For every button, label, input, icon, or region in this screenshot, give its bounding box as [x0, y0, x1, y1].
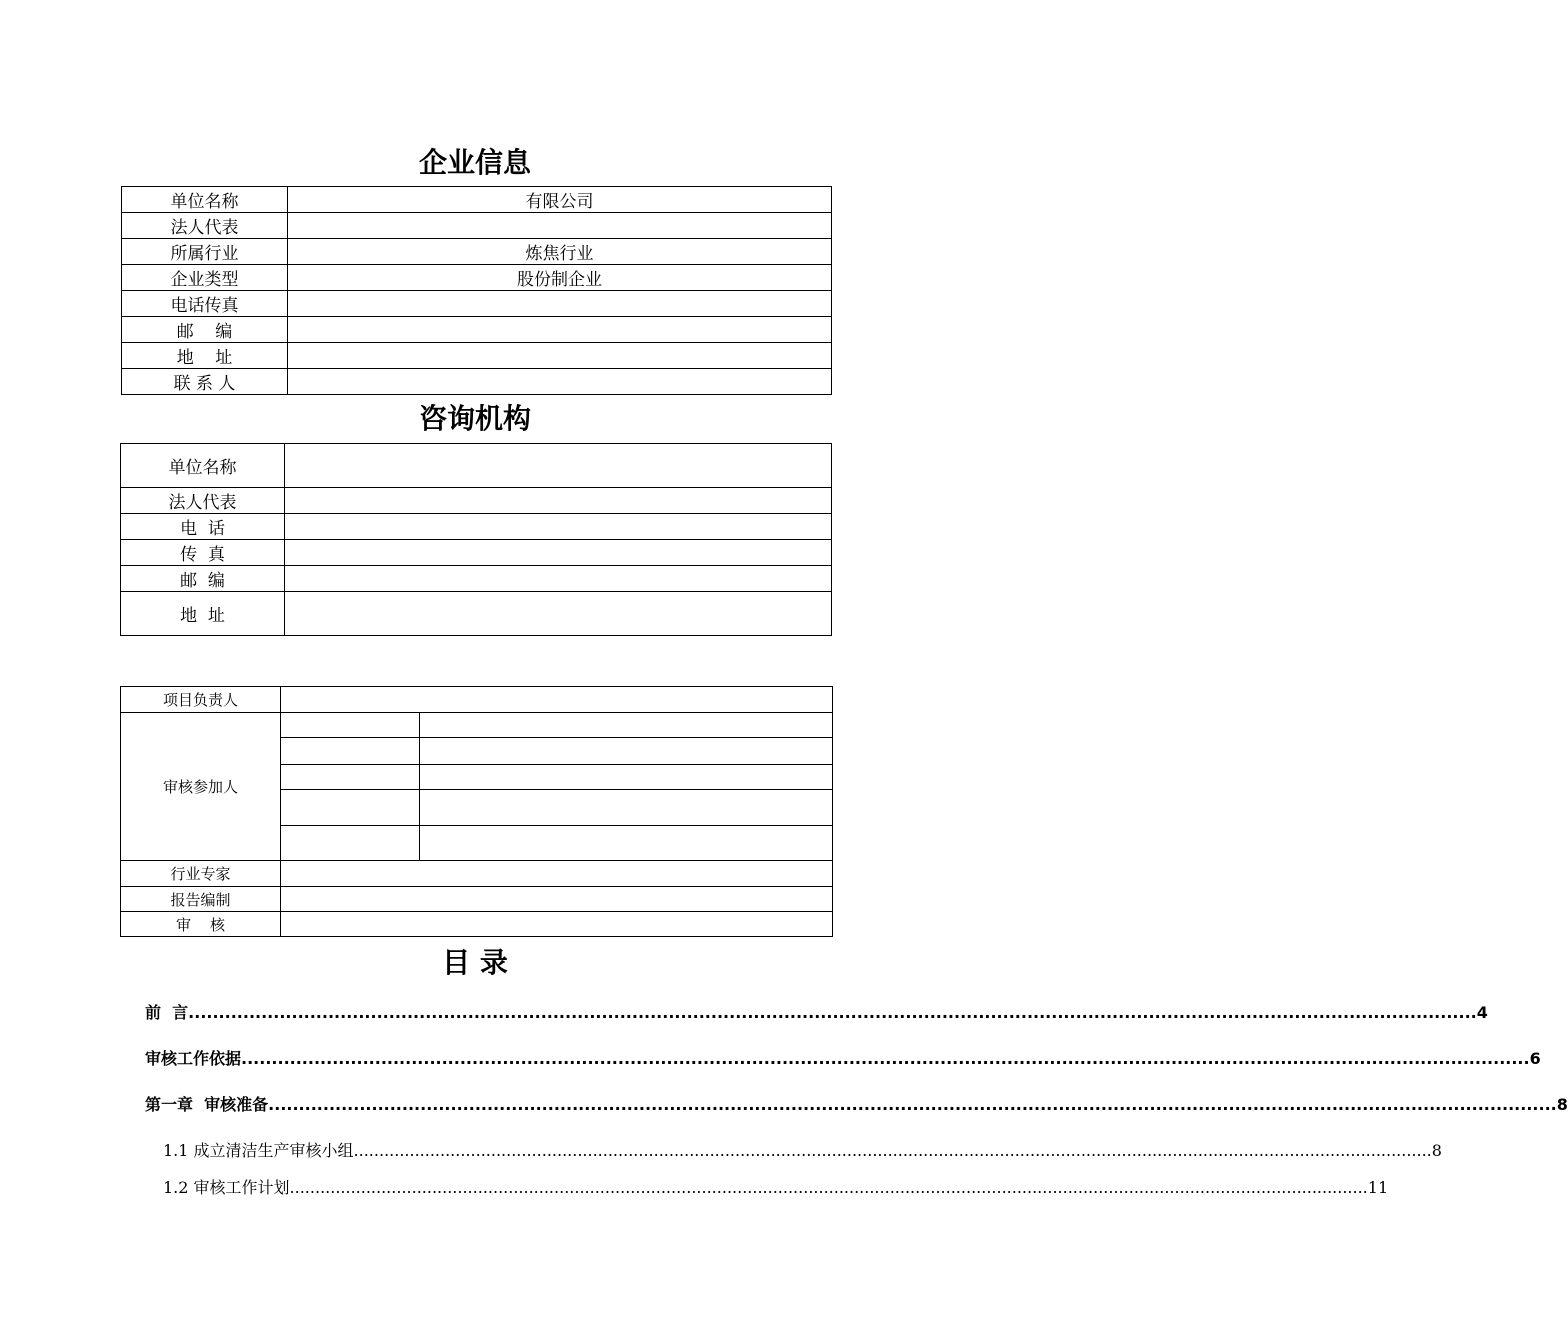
toc-leader-dots: ....................................................................................................................................................................................................................	[241, 1049, 1530, 1068]
legal-rep-value	[288, 213, 832, 239]
consult-name-value	[285, 444, 832, 488]
toc-page-number: 8	[1431, 1141, 1442, 1160]
consult-legal-rep-label: 法人代表	[121, 488, 285, 514]
participant-name-cell	[281, 765, 420, 790]
consult-postcode-value	[285, 566, 832, 592]
table-row	[121, 488, 832, 514]
reviewer-label: 审 核	[121, 912, 281, 937]
participant-role-cell	[420, 738, 833, 765]
table-row	[122, 317, 832, 343]
toc-entry-text: 1.2 审核工作计划	[163, 1178, 290, 1197]
industry-expert-label: 行业专家	[121, 861, 281, 887]
consult-address-value	[285, 592, 832, 636]
toc-leader-dots: ....................................................................................................................................................................................................................	[289, 1178, 1368, 1197]
table-row	[122, 213, 832, 239]
table-row	[122, 265, 832, 291]
report-author-label: 报告编制	[121, 887, 281, 912]
address-label: 地 址	[122, 343, 288, 369]
table-row	[121, 592, 832, 636]
industry-label: 所属行业	[122, 239, 288, 265]
toc-entry[interactable]	[163, 1138, 1442, 1161]
table-row	[121, 687, 833, 713]
toc-page-number: 6	[1529, 1049, 1541, 1068]
postcode-value	[288, 317, 832, 343]
consult-org-title: 咨询机构	[418, 402, 531, 435]
project-staff-table	[120, 686, 833, 937]
table-row	[122, 369, 832, 395]
contact-value	[288, 369, 832, 395]
participant-role-cell	[420, 713, 833, 738]
participant-role-cell	[420, 790, 833, 826]
company-name-label: 单位名称	[122, 187, 288, 213]
toc-entry-text: 第一章 审核准备	[145, 1095, 269, 1114]
toc-entry-text: 前 言	[145, 1003, 189, 1022]
industry-expert-value	[281, 861, 833, 887]
participant-name-cell	[281, 826, 420, 861]
table-row	[122, 291, 832, 317]
consult-fax-value	[285, 540, 832, 566]
participant-name-cell	[281, 738, 420, 765]
toc-leader-dots: ....................................................................................................................................................................................................................	[188, 1003, 1477, 1022]
toc-leader-dots: ....................................................................................................................................................................................................................	[268, 1095, 1557, 1114]
phone-fax-label: 电话传真	[122, 291, 288, 317]
consult-name-label: 单位名称	[121, 444, 285, 488]
reviewer-value	[281, 912, 833, 937]
table-row	[122, 187, 832, 213]
participants-label: 审核参加人	[121, 713, 281, 861]
company-info-title: 企业信息	[418, 146, 531, 179]
project-leader-value	[281, 687, 833, 713]
consult-legal-rep-value	[285, 488, 832, 514]
toc-entry[interactable]	[145, 1046, 1541, 1069]
consult-address-label: 地 址	[121, 592, 285, 636]
consult-fax-label: 传 真	[121, 540, 285, 566]
phone-fax-value	[288, 291, 832, 317]
table-row	[121, 713, 833, 738]
toc-leader-dots: ....................................................................................................................................................................................................................	[353, 1141, 1432, 1160]
table-row	[121, 444, 832, 488]
table-row	[121, 566, 832, 592]
address-value	[288, 343, 832, 369]
project-leader-label: 项目负责人	[121, 687, 281, 713]
table-row	[121, 861, 833, 887]
participant-name-cell	[281, 713, 420, 738]
contact-label: 联 系 人	[122, 369, 288, 395]
consult-postcode-label: 邮 编	[121, 566, 285, 592]
table-row	[122, 343, 832, 369]
legal-rep-label: 法人代表	[122, 213, 288, 239]
table-row	[121, 887, 833, 912]
toc-entry[interactable]	[145, 1092, 1568, 1115]
toc-entry[interactable]	[145, 1000, 1488, 1023]
table-row	[121, 514, 832, 540]
company-name-value: 有限公司	[288, 187, 832, 213]
report-author-value	[281, 887, 833, 912]
participant-name-cell	[281, 790, 420, 826]
company-type-label: 企业类型	[122, 265, 288, 291]
toc-entry-text: 1.1 成立清洁生产审核小组	[163, 1141, 354, 1160]
industry-value: 炼焦行业	[288, 239, 832, 265]
consult-org-table	[120, 443, 832, 636]
participant-role-cell	[420, 765, 833, 790]
company-info-table	[121, 186, 832, 395]
table-row	[122, 239, 832, 265]
table-row	[121, 540, 832, 566]
postcode-label: 邮 编	[122, 317, 288, 343]
toc-title: 目 录	[442, 946, 508, 979]
consult-phone-value	[285, 514, 832, 540]
toc-page-number: 8	[1556, 1095, 1568, 1114]
toc-page-number: 11	[1367, 1178, 1389, 1197]
toc-page-number: 4	[1476, 1003, 1488, 1022]
toc-entry-text: 审核工作依据	[145, 1049, 242, 1068]
participant-role-cell	[420, 826, 833, 861]
company-type-value: 股份制企业	[288, 265, 832, 291]
table-row	[121, 912, 833, 937]
toc-entry[interactable]	[163, 1175, 1389, 1198]
consult-phone-label: 电 话	[121, 514, 285, 540]
